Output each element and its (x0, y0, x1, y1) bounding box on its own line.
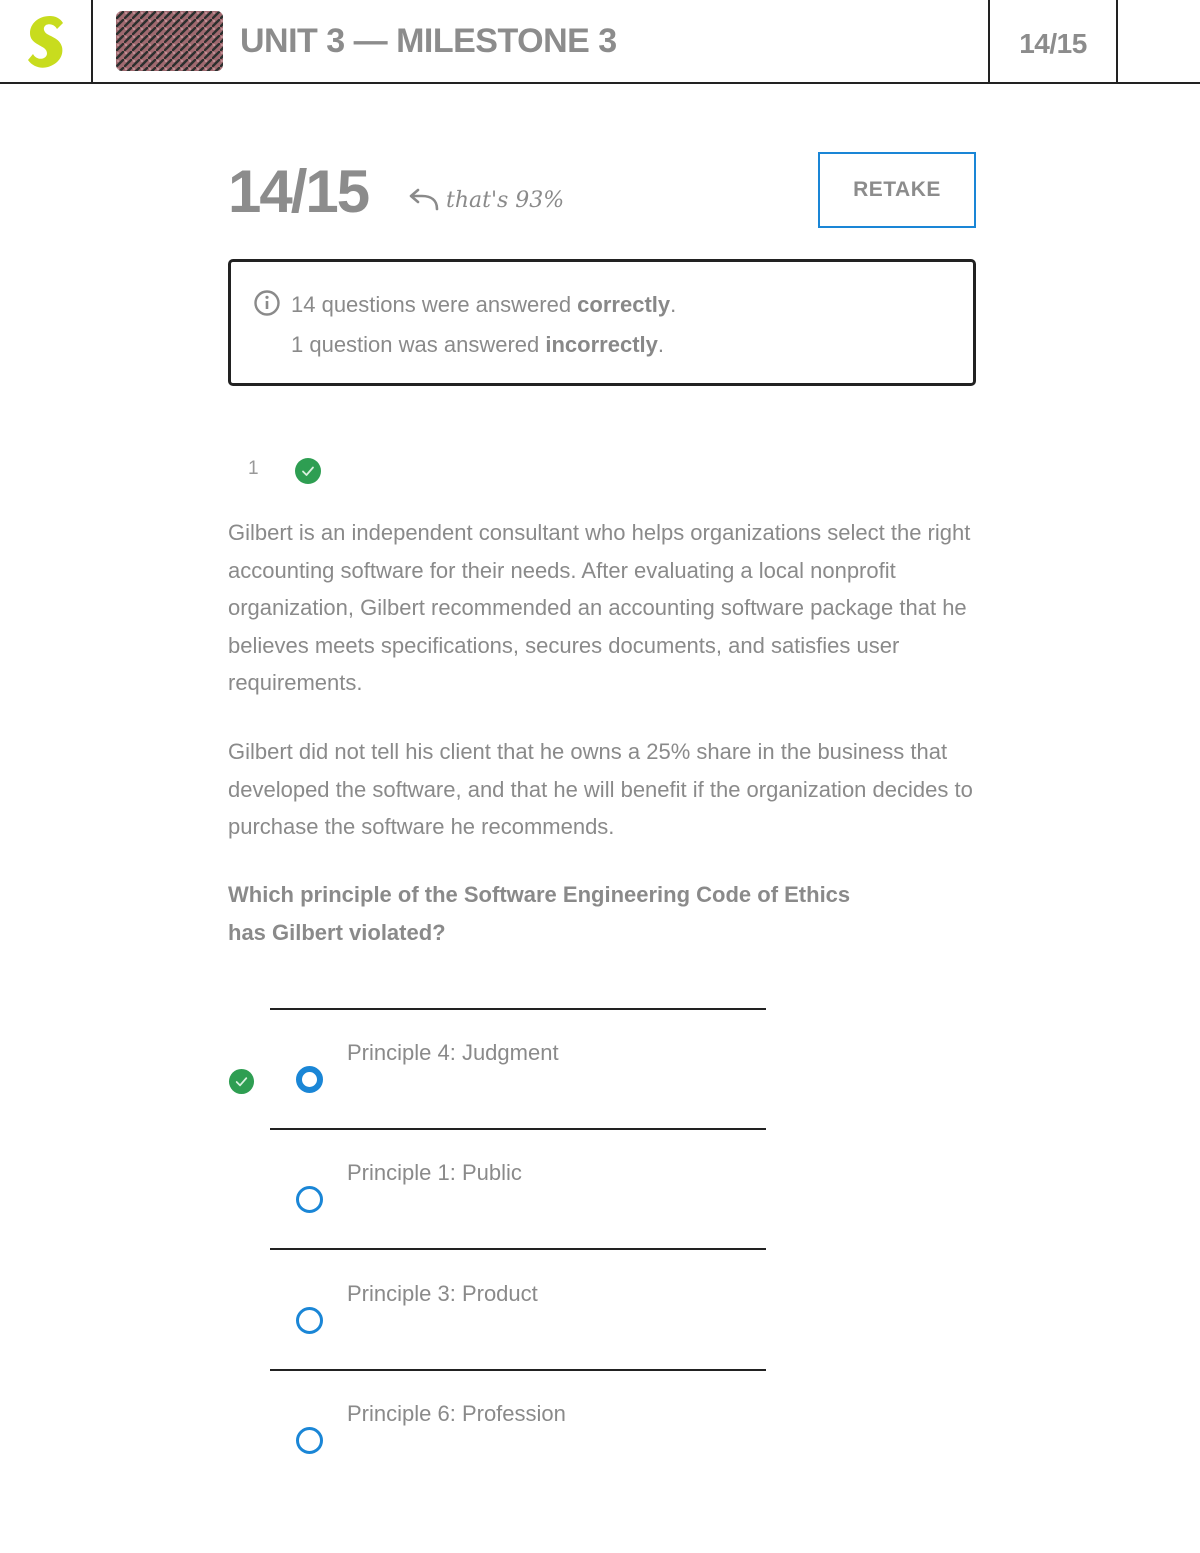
menu-cell[interactable] (1118, 0, 1200, 82)
correct-prefix: 14 questions were answered (291, 292, 578, 317)
incorrect-word: incorrectly (545, 332, 658, 357)
curved-arrow-icon (406, 187, 440, 213)
retake-button[interactable]: RETAKE (818, 152, 976, 228)
incorrect-count-text (291, 332, 664, 358)
sophia-logo-icon[interactable] (24, 14, 70, 70)
progress-cell (988, 0, 1118, 82)
option-divider (270, 1008, 766, 1010)
question-prompt-line: Which principle of the Software Engineering Code of Ethics (228, 882, 851, 907)
answer-option[interactable] (228, 1401, 788, 1491)
question-paragraph: Gilbert did not tell his client that he owns a 25% share in the business that developed the software, and that he will benefit if the organization decides to purchase the software he recommends. (228, 739, 973, 839)
answer-option[interactable] (228, 1281, 788, 1371)
option-divider (270, 1248, 766, 1250)
radio-unselected[interactable] (296, 1186, 323, 1213)
top-header (0, 0, 1200, 84)
question-prompt (228, 876, 948, 952)
option-divider (270, 1128, 766, 1130)
question-prompt-line: has Gilbert violated? (228, 920, 446, 945)
incorrect-prefix: 1 question was answered (291, 332, 546, 357)
radio-unselected[interactable] (296, 1307, 323, 1334)
option-label: Principle 4: Judgment (347, 1040, 559, 1065)
correct-check-icon (294, 457, 322, 485)
question-number: 1 (248, 458, 259, 479)
unit-thumbnail (116, 11, 223, 71)
radio-selected[interactable] (296, 1066, 323, 1093)
option-label: Principle 1: Public (347, 1160, 522, 1185)
incorrect-suffix: . (657, 332, 664, 357)
answer-option[interactable] (228, 1160, 788, 1250)
score-percent-note: that's 93% (446, 187, 565, 213)
correct-word: correctly (577, 292, 671, 317)
correct-answer-check-icon (228, 1068, 255, 1095)
unit-title: UNIT 3 — MILESTONE 3 (240, 22, 617, 60)
option-label: Principle 6: Profession (347, 1401, 566, 1426)
option-label: Principle 3: Product (347, 1281, 538, 1306)
results-summary (228, 259, 976, 386)
option-divider (270, 1369, 766, 1371)
progress-indicator: 14/15 (1019, 28, 1087, 59)
score-value: 14/15 (228, 158, 369, 225)
question-paragraph: Gilbert is an independent consultant who helps organizations select the right accounting software for their needs. After evaluating a local nonprofit organization, Gilbert recommended an accounting software package that he believes meets specifications, secures documents, and satisfies user requirements. (228, 520, 971, 695)
score-note (406, 184, 564, 216)
correct-count-text (291, 292, 676, 318)
correct-suffix: . (670, 292, 677, 317)
radio-unselected[interactable] (296, 1427, 323, 1454)
logo-cell[interactable] (0, 0, 93, 82)
info-icon (253, 289, 281, 317)
answer-option[interactable] (228, 1040, 788, 1130)
